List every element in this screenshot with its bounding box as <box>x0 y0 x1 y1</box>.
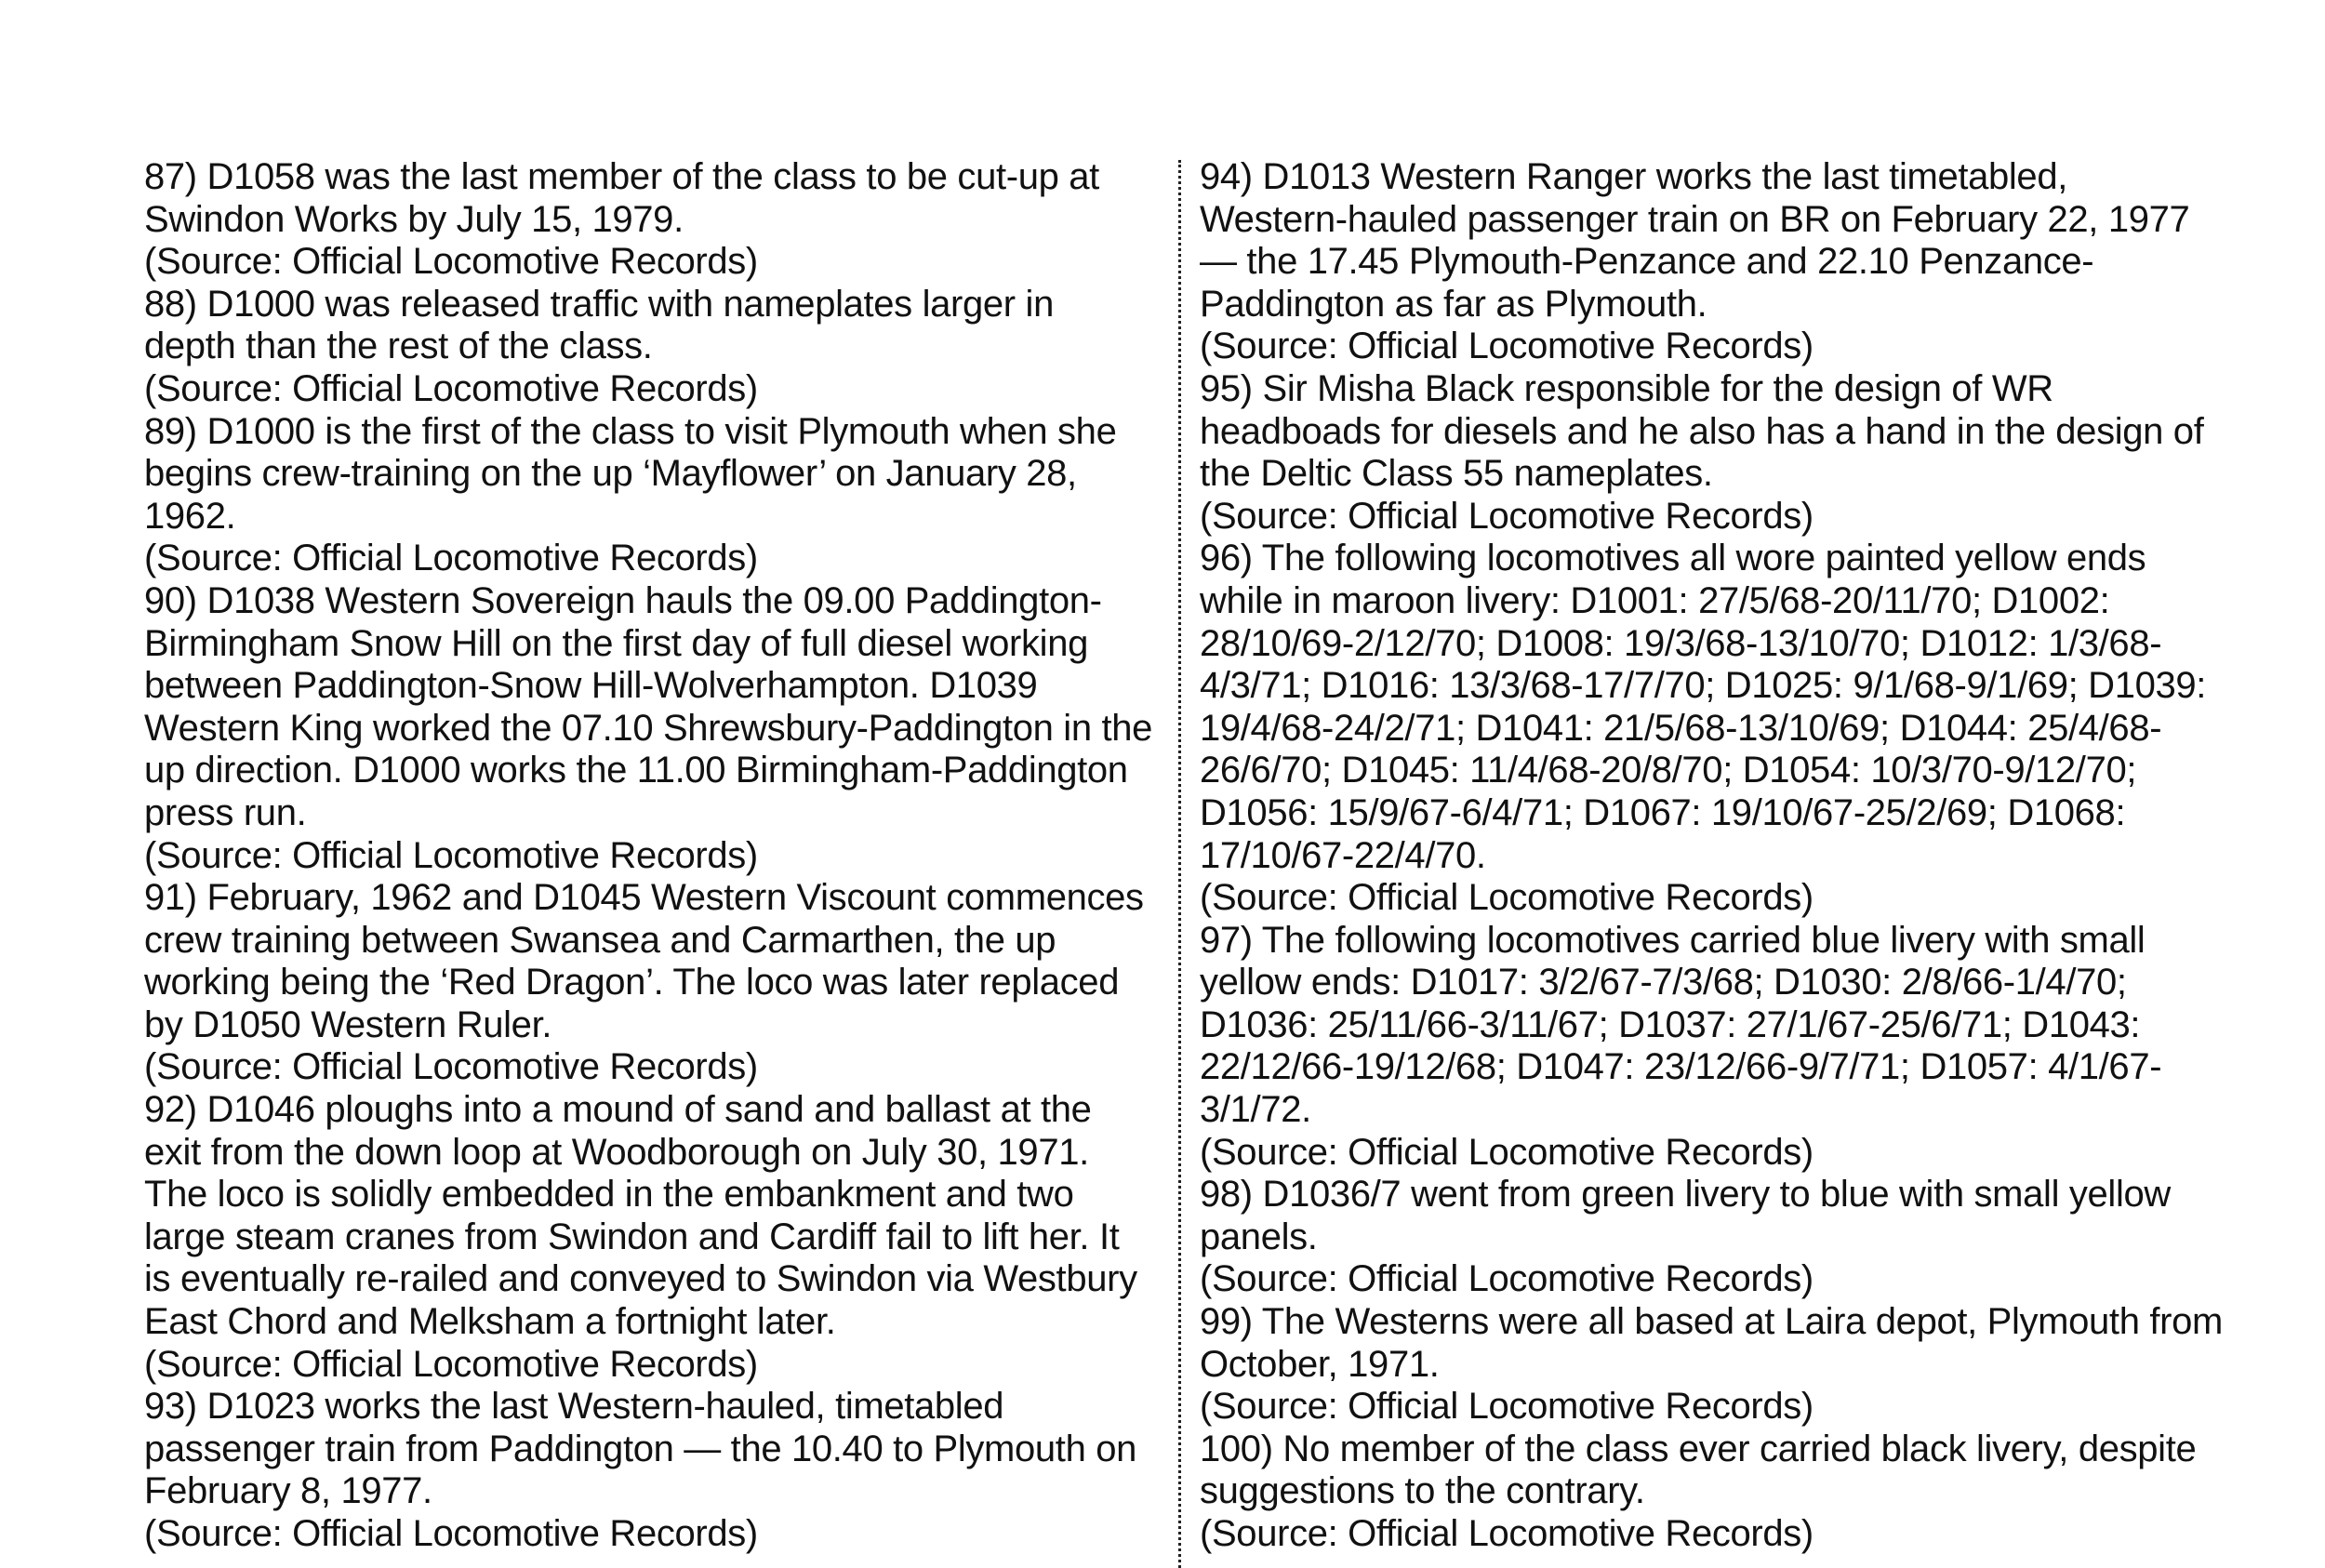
fact-source: (Source: Official Locomotive Records) <box>144 1513 758 1554</box>
fact-source: (Source: Official Locomotive Records) <box>1200 1386 1814 1428</box>
fact-source: (Source: Official Locomotive Records) <box>144 367 758 409</box>
fact-text: 90) D1038 Western Sovereign hauls the 09.00 Paddington-Birmingham Snow Hill on the first day of full diesel working between Paddington-Snow Hill-Wolverhampton. D1039 Western King worked the 07.10 Shrewsbury-Paddington in the up direction. D1000 works the 11.00 Birmingham-Paddington press run. <box>144 579 1153 833</box>
fact-source: (Source: Official Locomotive Records) <box>1200 1258 1814 1300</box>
fact-entry-99 <box>1200 1301 2223 1428</box>
fact-text: 95) Sir Misha Black responsible for the design of WR headboads for diesels and he also has a hand in the design of the Deltic Class 55 nameplates. <box>1200 367 2204 495</box>
fact-source: (Source: Official Locomotive Records) <box>144 834 758 876</box>
fact-source: (Source: Official Locomotive Records) <box>1200 1513 1814 1554</box>
fact-entry-94 <box>1200 156 2223 368</box>
fact-text: 97) The following locomotives carried blue livery with small yellow ends: D1017: 3/2/67-7/3/68; D1030: 2/8/66-1/4/70; D1036: 25/11/66-3/11/67; D1037: 27/1/67-25/6/71; D1043: 22/12/66-19/12/68; D1047: 23/12/66-9/7/71; D1057: 4/1/67-3/1/72. <box>1200 919 2162 1131</box>
fact-text: 92) D1046 ploughs into a mound of sand and ballast at the exit from the down loop at Woodborough on July 30, 1971. The loco is solidly embedded in the embankment and two large steam cranes from Swindon and Cardiff fail to lift her. It is eventually re-railed and conveyed to Swindon via Westbury East Chord and Melksham a fortnight later. <box>144 1089 1137 1343</box>
fact-entry-87 <box>144 156 1153 284</box>
column-divider <box>1178 160 1181 1568</box>
fact-entry-100 <box>1200 1428 2223 1556</box>
right-column <box>1200 156 2223 1556</box>
fact-entry-93 <box>144 1386 1153 1555</box>
fact-entry-92 <box>144 1089 1153 1386</box>
fact-source: (Source: Official Locomotive Records) <box>1200 877 1814 919</box>
fact-source: (Source: Official Locomotive Records) <box>144 1343 758 1385</box>
fact-entry-98 <box>1200 1174 2223 1301</box>
fact-source: (Source: Official Locomotive Records) <box>144 1046 758 1088</box>
fact-text: 96) The following locomotives all wore painted yellow ends while in maroon livery: D1001: 27/5/68-20/11/70; D1002: 28/10/69-2/12/70; D1008: 19/3/68-13/10/70; D1012: 1/3/68-4/3/71; D1016: 13/3/68-17/7/70; D1025: 9/1/68-9/1/69; D1039: 19/4/68-24/2/71; D1041: 21/5/68-13/10/69; D1044: 25/4/68-26/6/70; D1045: 11/4/68-20/8/70; D1054: 10/3/70-9/12/70; D1056: 15/9/67-6/4/71; D1067: 19/10/67-25/2/69; D1068: 17/10/67-22/4/70. <box>1200 538 2207 876</box>
left-column <box>144 156 1153 1556</box>
fact-text: 98) D1036/7 went from green livery to blue with small yellow panels. <box>1200 1174 2171 1257</box>
fact-entry-89 <box>144 411 1153 580</box>
fact-text: 87) D1058 was the last member of the class to be cut-up at Swindon Works by July 15, 1979. <box>144 156 1099 240</box>
fact-entry-96 <box>1200 538 2223 919</box>
fact-text: 88) D1000 was released traffic with nameplates larger in depth than the rest of the class. <box>144 283 1054 367</box>
fact-entry-91 <box>144 877 1153 1089</box>
fact-entry-97 <box>1200 920 2223 1175</box>
fact-text: 89) D1000 is the first of the class to visit Plymouth when she begins crew-training on the up ‘Mayflower’ on January 28, 1962. <box>144 410 1117 537</box>
fact-source: (Source: Official Locomotive Records) <box>144 538 758 579</box>
fact-source: (Source: Official Locomotive Records) <box>144 241 758 283</box>
fact-source: (Source: Official Locomotive Records) <box>1200 495 1814 537</box>
fact-entry-90 <box>144 580 1153 877</box>
fact-source: (Source: Official Locomotive Records) <box>1200 1131 1814 1173</box>
fact-text: 99) The Westerns were all based at Laira depot, Plymouth from October, 1971. <box>1200 1301 2223 1385</box>
fact-source: (Source: Official Locomotive Records) <box>1200 326 1814 367</box>
fact-entry-95 <box>1200 368 2223 538</box>
fact-text: 100) No member of the class ever carried black livery, despite suggestions to the contrary. <box>1200 1428 2197 1512</box>
fact-text: 93) D1023 works the last Western-hauled, timetabled passenger train from Paddington — the 10.40 to Plymouth on February 8, 1977. <box>144 1386 1137 1512</box>
fact-entry-88 <box>144 284 1153 411</box>
fact-text: 94) D1013 Western Ranger works the last timetabled, Western-hauled passenger train on BR on February 22, 1977 — the 17.45 Plymouth-Penzance and 22.10 Penzance-Paddington as far as Plymouth. <box>1200 156 2190 325</box>
fact-text: 91) February, 1962 and D1045 Western Viscount commences crew training between Swansea and Carmarthen, the up working being the ‘Red Dragon’. The loco was later replaced by D1050 Western Ruler. <box>144 877 1144 1045</box>
